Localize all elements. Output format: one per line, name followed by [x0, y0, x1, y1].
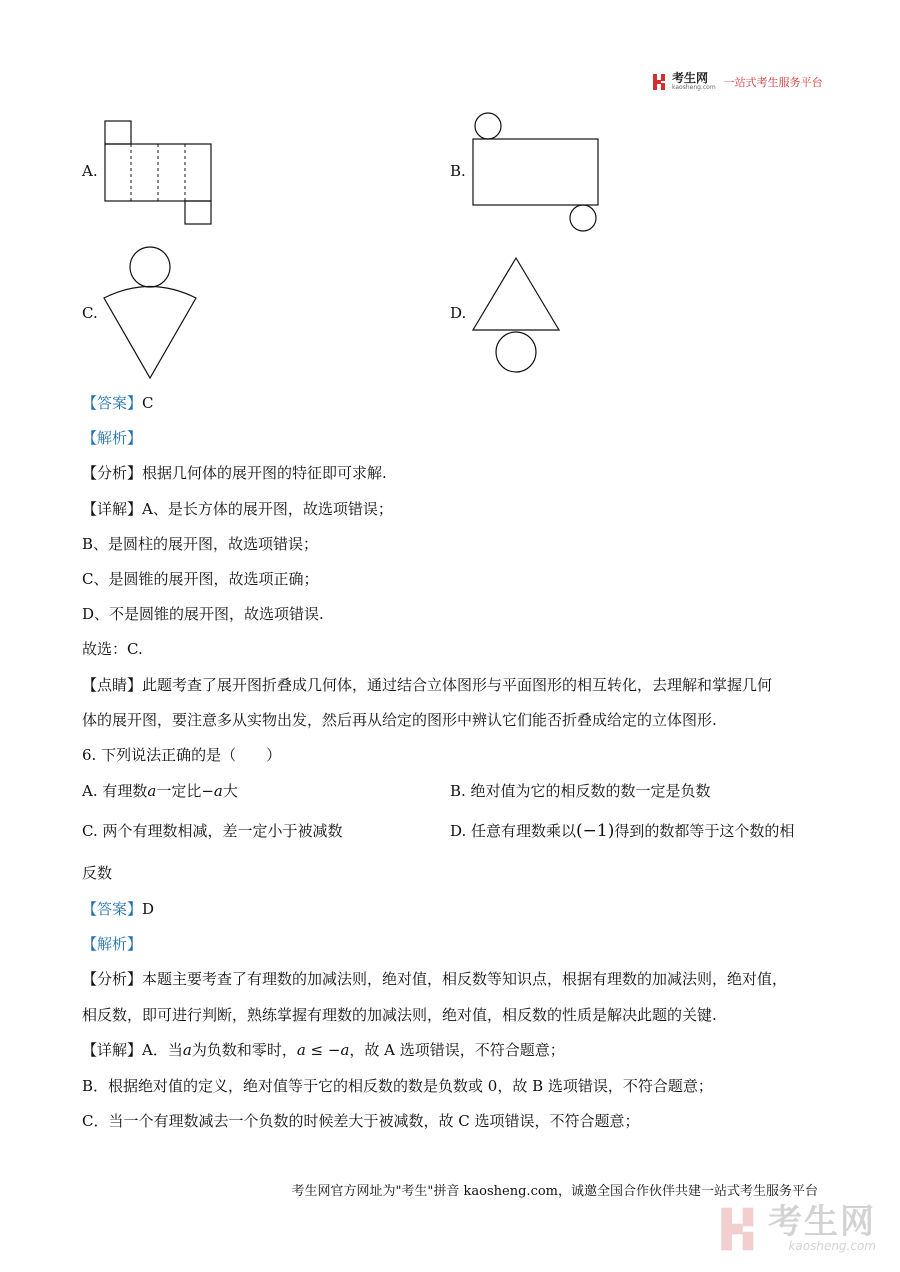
- q5-fenxi: [82, 462, 387, 484]
- watermark-url: kaosheng.com: [788, 1239, 876, 1253]
- q6-xiangjie-b: B．根据绝对值的定义，绝对值等于它的相反数的数是负数或 0，故 B 选项错误，不符合题意；: [82, 1077, 713, 1095]
- dianjing-tag: 【点睛】: [82, 676, 143, 694]
- q5-dianjing-cont: 体的展开图，要注意多从实物出发，然后再从给定的图形中辨认它们能否折叠成给定的立体图形.: [82, 711, 717, 729]
- q6-analysis-heading: [82, 933, 142, 955]
- q5-xiangjie: [82, 498, 393, 520]
- xiangjie-tag: 【详解】: [82, 500, 143, 518]
- fenxi-text: 根据几何体的展开图的特征即可求解.: [142, 464, 387, 482]
- brand-text: [672, 72, 716, 91]
- opt-a-post: 大: [222, 782, 238, 800]
- opt-d-post: 得到的数都等于这个数的相: [614, 822, 795, 840]
- watermark: [718, 1202, 876, 1253]
- brand-url: kaosheng.com: [672, 84, 716, 91]
- cylinder-net-icon: [468, 108, 608, 234]
- brand-name: 考生网: [672, 71, 709, 85]
- var-a: a: [147, 782, 157, 800]
- figure-a-label: A.: [82, 162, 98, 180]
- answer-value: C: [142, 394, 154, 412]
- watermark-logo-icon: [718, 1205, 762, 1253]
- q6-answer: [82, 898, 154, 920]
- q5-analysis-heading: [82, 427, 142, 449]
- fenxi-tag: 【分析】: [82, 464, 143, 482]
- fenxi-tag: 【分析】: [82, 970, 143, 988]
- triangle-circle-net-icon: [468, 254, 564, 376]
- dianjing-text-1: 此题考查了展开图折叠成几何体，通过结合立体图形与平面图形的相互转化，去理解和掌握几何: [142, 676, 773, 694]
- brand-tagline: 一站式考生服务平台: [723, 75, 823, 89]
- q6-option-a: [82, 780, 238, 802]
- figure-d-label: D.: [450, 304, 467, 322]
- q5-line-d: D、不是圆锥的展开图，故选项错误.: [82, 605, 324, 623]
- analysis-tag: 【解析】: [82, 429, 143, 447]
- q6-option-c: C. 两个有理数相减，差一定小于被减数: [82, 822, 343, 840]
- q6-option-b: B. 绝对值为它的相反数的数一定是负数: [450, 782, 711, 800]
- q5-line-b: B、是圆柱的展开图，故选项错误；: [82, 535, 319, 553]
- q6-xiangjie-a: [82, 1039, 565, 1061]
- q5-dianjing: [82, 674, 772, 696]
- answer-tag: 【答案】: [82, 394, 143, 412]
- q5-line-c: C、是圆锥的展开图，故选项正确；: [82, 570, 319, 588]
- cuboid-net-icon: [100, 118, 215, 230]
- neg-a: −a: [201, 782, 223, 800]
- q5-conclusion: 故选：C.: [82, 640, 143, 658]
- q6-stem: 6. 下列说法正确的是（ ）: [82, 746, 282, 764]
- xj-a-post: ，故 A 选项错误，不符合题意；: [349, 1041, 565, 1059]
- inequality: a ≤ −a: [296, 1041, 350, 1059]
- header-brand: [652, 72, 823, 91]
- minus-one: (−1): [576, 821, 615, 841]
- watermark-name: 考生网: [768, 1202, 876, 1242]
- xj-a-mid: 为负数和零时，: [191, 1041, 297, 1059]
- cone-net-icon: [100, 244, 200, 382]
- analysis-tag: 【解析】: [82, 935, 143, 953]
- var-a: a: [182, 1041, 192, 1059]
- xiangjie-tag: 【详解】: [82, 1041, 143, 1059]
- q6-fenxi-cont: 相反数，即可进行判断，熟练掌握有理数的加减法则，绝对值，相反数的性质是解决此题的关键.: [82, 1006, 717, 1024]
- opt-a-mid: 一定比: [156, 782, 202, 800]
- q6-option-d: [450, 820, 794, 842]
- footer-text: 考生网官方网址为"考生"拼音 kaosheng.com，诚邀全国合作伙伴共建一站式考生服务平台: [291, 1184, 818, 1199]
- answer-tag: 【答案】: [82, 900, 143, 918]
- figure-c-label: C.: [82, 304, 98, 322]
- q5-answer: [82, 392, 154, 414]
- xj-a-pre: A．当: [142, 1041, 183, 1059]
- q6-option-d-cont: 反数: [82, 864, 113, 882]
- figure-b-label: B.: [450, 162, 466, 180]
- kaosheng-logo-icon: [652, 73, 668, 91]
- watermark-text: [768, 1202, 876, 1253]
- q6-fenxi: [82, 968, 787, 990]
- fenxi-text-1: 本题主要考查了有理数的加减法则，绝对值，相反数等知识点，根据有理数的加减法则，绝对值，: [142, 970, 788, 988]
- q6-xiangjie-c: C．当一个有理数减去一个负数的时候差大于被减数，故 C 选项错误，不符合题意；: [82, 1112, 640, 1130]
- opt-d-pre: D. 任意有理数乘以: [450, 822, 577, 840]
- xiangjie-line: A、是长方体的展开图，故选项错误；: [142, 500, 393, 518]
- opt-a-text: A. 有理数: [82, 782, 148, 800]
- answer-value: D: [142, 900, 155, 918]
